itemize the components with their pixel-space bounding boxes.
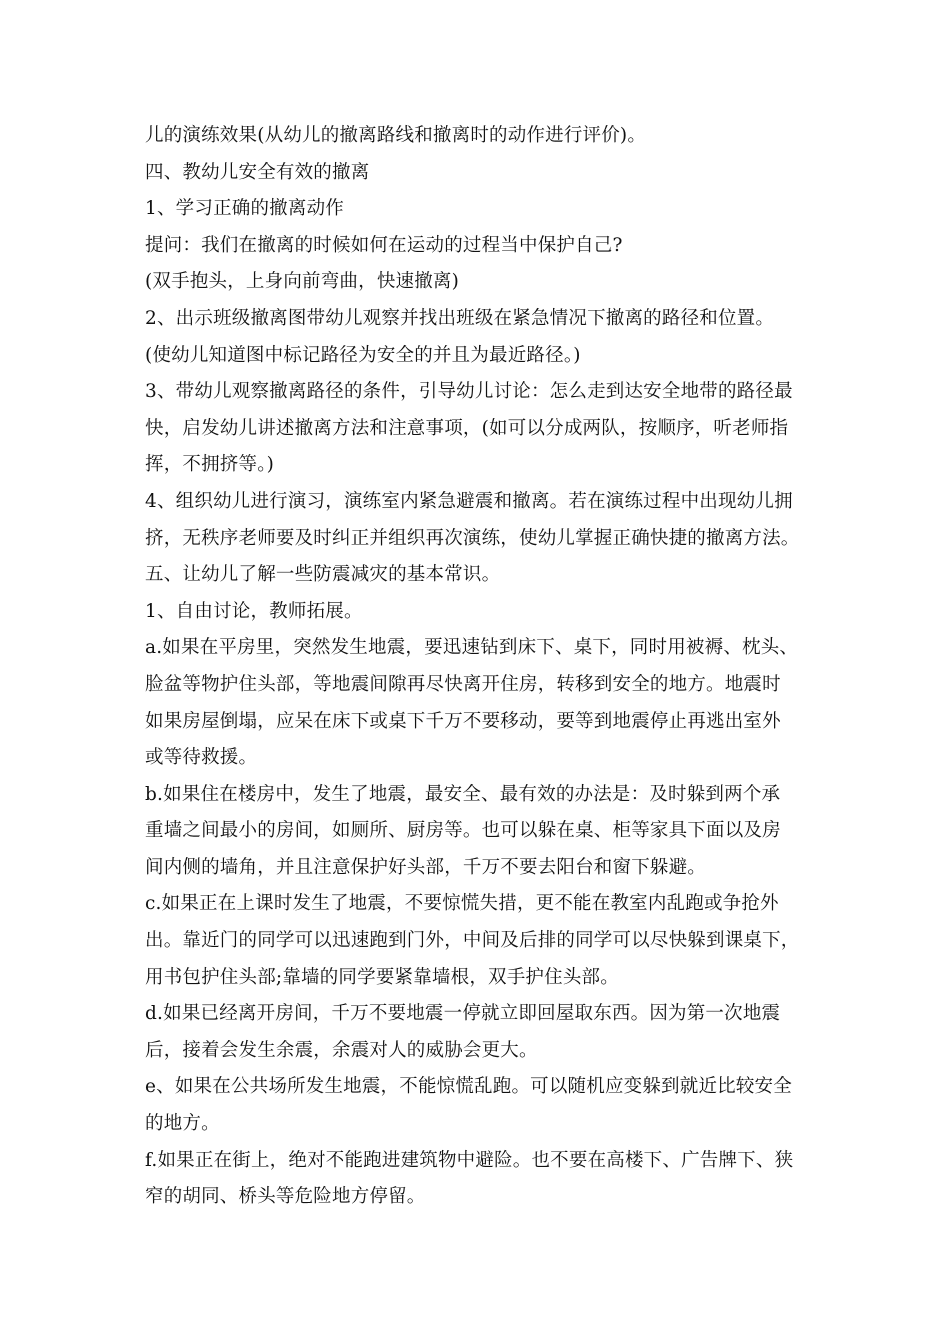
text-line: f.如果正在街上，绝对不能跑进建筑物中避险。也不要在高楼下、广告牌下、狭 [145, 1149, 794, 1171]
text-line: 挤，无秩序老师要及时纠正并组织再次演练，使幼儿掌握正确快捷的撤离方法。 [145, 527, 800, 549]
text-line: 3、带幼儿观察撤离路径的条件，引导幼儿讨论：怎么走到达安全地带的路径最 [145, 381, 793, 403]
text-line: 4、组织幼儿进行演习，演练室内紧急避震和撤离。若在演练过程中出现幼儿拥 [145, 490, 793, 512]
section-heading: 五、让幼儿了解一些防震减灾的基本常识。 [145, 564, 501, 586]
text-line: d.如果已经离开房间，千万不要地震一停就立即回屋取东西。因为第一次地震 [145, 1003, 781, 1025]
text-line: c.如果正在上课时发生了地震，不要惊慌失措，更不能在教室内乱跑或争抢外 [145, 893, 779, 915]
text-line: 间内侧的墙角，并且注意保护好头部，千万不要去阳台和窗下躲避。 [145, 856, 707, 878]
text-line: 重墙之间最小的房间，如厕所、厨房等。也可以躲在桌、柜等家具下面以及房 [145, 820, 781, 842]
subsection-heading: 1、学习正确的撤离动作 [145, 198, 344, 220]
text-line: 2、出示班级撤离图带幼儿观察并找出班级在紧急情况下撤离的路径和位置。 [145, 307, 775, 329]
text-line: 的地方。 [145, 1113, 220, 1135]
text-line: 脸盆等物护住头部，等地震间隙再尽快离开住房，转移到安全的地方。地震时 [145, 673, 781, 695]
text-line: 快，启发幼儿讲述撤离方法和注意事项，(如可以分成两队，按顺序，听老师指 [145, 417, 789, 439]
text-line: a.如果在平房里，突然发生地震，要迅速钻到床下、桌下，同时用被褥、枕头、 [145, 637, 799, 659]
text-line: (使幼儿知道图中标记路径为安全的并且为最近路径。) [145, 344, 581, 366]
text-line: 出。靠近门的同学可以迅速跑到门外，中间及后排的同学可以尽快躲到课桌下， [145, 930, 800, 952]
text-line: b.如果住在楼房中，发生了地震，最安全、最有效的办法是：及时躲到两个承 [145, 783, 781, 805]
text-line: 挥，不拥挤等。) [145, 454, 275, 476]
section-heading: 四、教幼儿安全有效的撤离 [145, 161, 370, 183]
text-line: 提问：我们在撤离的时候如何在运动的过程当中保护自己? [145, 234, 623, 256]
text-line: 儿的演练效果(从幼儿的撤离路线和撤离时的动作进行评价)。 [145, 125, 647, 146]
text-line: (双手抱头，上身向前弯曲，快速撤离) [145, 271, 460, 293]
text-line: 后，接着会发生余震，余震对人的威胁会更大。 [145, 1039, 538, 1061]
text-line: 用书包护住头部;靠墙的同学要紧靠墙根，双手护住头部。 [145, 966, 619, 988]
text-line: 如果房屋倒塌，应呆在床下或桌下千万不要移动，要等到地震停止再逃出室外 [145, 710, 781, 732]
text-line: e、如果在公共场所发生地震，不能惊慌乱跑。可以随机应变躲到就近比较安全 [145, 1076, 792, 1098]
subsection-heading: 1、自由讨论，教师拓展。 [145, 600, 363, 622]
text-line: 窄的胡同、桥头等危险地方停留。 [145, 1186, 426, 1208]
text-line: 或等待救援。 [145, 747, 258, 769]
document-body [145, 118, 820, 1216]
